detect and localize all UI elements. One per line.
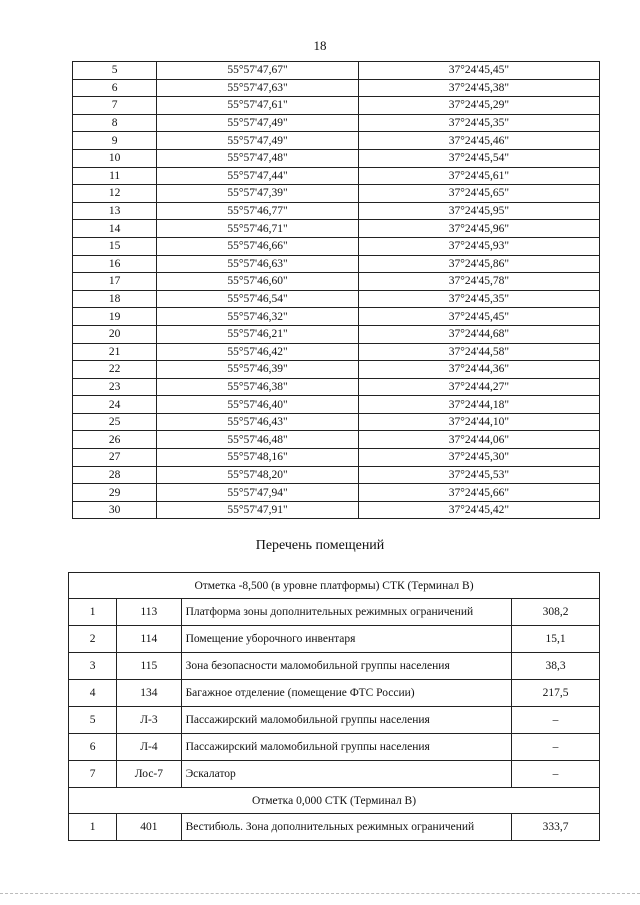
- latitude-cell: 55°57'46,38": [157, 378, 359, 396]
- latitude-cell: 55°57'47,44": [157, 167, 359, 185]
- room-area-cell: 38,3: [512, 653, 600, 680]
- rooms-section-header-row: [69, 788, 600, 814]
- rooms-section-header-row: [69, 573, 600, 599]
- latitude-cell: 55°57'47,49": [157, 114, 359, 132]
- point-number-cell: 24: [73, 396, 157, 414]
- latitude-cell: 55°57'46,32": [157, 308, 359, 326]
- latitude-cell: 55°57'47,67": [157, 62, 359, 80]
- room-row: [69, 761, 600, 788]
- coordinate-row: [73, 325, 600, 343]
- level-header: Отметка -8,500 (в уровне платформы) СТК (Терминал В): [69, 573, 600, 599]
- point-number-cell: 20: [73, 325, 157, 343]
- longitude-cell: 37°24'44,06": [358, 431, 599, 449]
- room-code-cell: Л-4: [117, 734, 181, 761]
- longitude-cell: 37°24'45,29": [358, 97, 599, 115]
- latitude-cell: 55°57'47,61": [157, 97, 359, 115]
- latitude-cell: 55°57'46,77": [157, 202, 359, 220]
- longitude-cell: 37°24'44,27": [358, 378, 599, 396]
- coordinate-row: [73, 255, 600, 273]
- point-number-cell: 13: [73, 202, 157, 220]
- longitude-cell: 37°24'45,93": [358, 237, 599, 255]
- latitude-cell: 55°57'46,42": [157, 343, 359, 361]
- coordinate-row: [73, 501, 600, 519]
- room-name-cell: Платформа зоны дополнительных режимных ограничений: [181, 599, 512, 626]
- room-area-cell: 333,7: [512, 814, 600, 841]
- point-number-cell: 11: [73, 167, 157, 185]
- latitude-cell: 55°57'46,60": [157, 273, 359, 291]
- longitude-cell: 37°24'44,58": [358, 343, 599, 361]
- longitude-cell: 37°24'45,53": [358, 466, 599, 484]
- longitude-cell: 37°24'45,45": [358, 308, 599, 326]
- latitude-cell: 55°57'47,39": [157, 185, 359, 203]
- room-index-cell: 5: [69, 707, 117, 734]
- room-name-cell: Эскалатор: [181, 761, 512, 788]
- room-index-cell: 6: [69, 734, 117, 761]
- room-area-cell: 308,2: [512, 599, 600, 626]
- coordinate-row: [73, 378, 600, 396]
- room-row: [69, 599, 600, 626]
- point-number-cell: 14: [73, 220, 157, 238]
- room-index-cell: 4: [69, 680, 117, 707]
- point-number-cell: 22: [73, 361, 157, 379]
- point-number-cell: 10: [73, 149, 157, 167]
- page-footer-divider: [0, 893, 640, 894]
- coordinate-row: [73, 290, 600, 308]
- room-name-cell: Пассажирский маломобильной группы населения: [181, 707, 512, 734]
- latitude-cell: 55°57'46,66": [157, 237, 359, 255]
- point-number-cell: 15: [73, 237, 157, 255]
- room-index-cell: 1: [69, 599, 117, 626]
- longitude-cell: 37°24'45,78": [358, 273, 599, 291]
- point-number-cell: 5: [73, 62, 157, 80]
- coordinate-row: [73, 79, 600, 97]
- rooms-section-title: Перечень помещений: [255, 538, 385, 553]
- latitude-cell: 55°57'47,91": [157, 501, 359, 519]
- coordinate-row: [73, 396, 600, 414]
- point-number-cell: 9: [73, 132, 157, 150]
- room-area-cell: 15,1: [512, 626, 600, 653]
- room-index-cell: 2: [69, 626, 117, 653]
- coordinate-row: [73, 149, 600, 167]
- coordinate-row: [73, 114, 600, 132]
- longitude-cell: 37°24'45,42": [358, 501, 599, 519]
- coordinate-row: [73, 202, 600, 220]
- coordinate-row: [73, 361, 600, 379]
- room-row: [69, 626, 600, 653]
- level-header: Отметка 0,000 СТК (Терминал В): [69, 788, 600, 814]
- coordinate-row: [73, 167, 600, 185]
- point-number-cell: 19: [73, 308, 157, 326]
- point-number-cell: 18: [73, 290, 157, 308]
- latitude-cell: 55°57'46,63": [157, 255, 359, 273]
- latitude-cell: 55°57'48,16": [157, 449, 359, 467]
- room-name-cell: Багажное отделение (помещение ФТС России): [181, 680, 512, 707]
- longitude-cell: 37°24'45,65": [358, 185, 599, 203]
- room-name-cell: Вестибюль. Зона дополнительных режимных ограничений: [181, 814, 512, 841]
- point-number-cell: 7: [73, 97, 157, 115]
- longitude-cell: 37°24'44,18": [358, 396, 599, 414]
- coordinate-row: [73, 237, 600, 255]
- room-name-cell: Зона безопасности маломобильной группы населения: [181, 653, 512, 680]
- point-number-cell: 26: [73, 431, 157, 449]
- point-number-cell: 27: [73, 449, 157, 467]
- coordinate-row: [73, 466, 600, 484]
- coordinate-row: [73, 97, 600, 115]
- room-row: [69, 734, 600, 761]
- point-number-cell: 16: [73, 255, 157, 273]
- point-number-cell: 30: [73, 501, 157, 519]
- coordinate-row: [73, 449, 600, 467]
- room-code-cell: Лос-7: [117, 761, 181, 788]
- point-number-cell: 8: [73, 114, 157, 132]
- point-number-cell: 23: [73, 378, 157, 396]
- point-number-cell: 28: [73, 466, 157, 484]
- point-number-cell: 21: [73, 343, 157, 361]
- longitude-cell: 37°24'45,54": [358, 149, 599, 167]
- room-row: [69, 680, 600, 707]
- longitude-cell: 37°24'45,66": [358, 484, 599, 502]
- coordinates-table: [72, 61, 600, 519]
- rooms-table-body: [69, 573, 600, 841]
- latitude-cell: 55°57'46,71": [157, 220, 359, 238]
- room-code-cell: 134: [117, 680, 181, 707]
- coordinate-row: [73, 431, 600, 449]
- room-code-cell: 115: [117, 653, 181, 680]
- room-code-cell: Л-3: [117, 707, 181, 734]
- coordinate-row: [73, 220, 600, 238]
- longitude-cell: 37°24'45,30": [358, 449, 599, 467]
- page-number: 18: [313, 38, 327, 53]
- room-code-cell: 114: [117, 626, 181, 653]
- coordinate-row: [73, 484, 600, 502]
- longitude-cell: 37°24'45,61": [358, 167, 599, 185]
- point-number-cell: 6: [73, 79, 157, 97]
- coordinate-row: [73, 273, 600, 291]
- latitude-cell: 55°57'46,21": [157, 325, 359, 343]
- longitude-cell: 37°24'45,95": [358, 202, 599, 220]
- point-number-cell: 29: [73, 484, 157, 502]
- longitude-cell: 37°24'45,45": [358, 62, 599, 80]
- coordinate-row: [73, 308, 600, 326]
- room-row: [69, 653, 600, 680]
- room-area-cell: –: [512, 707, 600, 734]
- longitude-cell: 37°24'45,96": [358, 220, 599, 238]
- room-name-cell: Помещение уборочного инвентаря: [181, 626, 512, 653]
- room-index-cell: 1: [69, 814, 117, 841]
- coordinate-row: [73, 413, 600, 431]
- point-number-cell: 25: [73, 413, 157, 431]
- longitude-cell: 37°24'44,10": [358, 413, 599, 431]
- coordinate-row: [73, 343, 600, 361]
- room-area-cell: 217,5: [512, 680, 600, 707]
- room-code-cell: 401: [117, 814, 181, 841]
- longitude-cell: 37°24'44,68": [358, 325, 599, 343]
- point-number-cell: 17: [73, 273, 157, 291]
- longitude-cell: 37°24'44,36": [358, 361, 599, 379]
- room-row: [69, 707, 600, 734]
- room-code-cell: 113: [117, 599, 181, 626]
- rooms-table: [68, 572, 600, 841]
- longitude-cell: 37°24'45,38": [358, 79, 599, 97]
- longitude-cell: 37°24'45,46": [358, 132, 599, 150]
- room-area-cell: –: [512, 761, 600, 788]
- latitude-cell: 55°57'47,94": [157, 484, 359, 502]
- latitude-cell: 55°57'46,54": [157, 290, 359, 308]
- room-name-cell: Пассажирский маломобильной группы населения: [181, 734, 512, 761]
- room-row: [69, 814, 600, 841]
- latitude-cell: 55°57'46,40": [157, 396, 359, 414]
- latitude-cell: 55°57'47,48": [157, 149, 359, 167]
- longitude-cell: 37°24'45,35": [358, 114, 599, 132]
- longitude-cell: 37°24'45,35": [358, 290, 599, 308]
- longitude-cell: 37°24'45,86": [358, 255, 599, 273]
- latitude-cell: 55°57'47,63": [157, 79, 359, 97]
- latitude-cell: 55°57'46,48": [157, 431, 359, 449]
- room-index-cell: 3: [69, 653, 117, 680]
- coordinate-row: [73, 132, 600, 150]
- latitude-cell: 55°57'47,49": [157, 132, 359, 150]
- latitude-cell: 55°57'48,20": [157, 466, 359, 484]
- coordinates-table-body: [73, 62, 600, 519]
- latitude-cell: 55°57'46,43": [157, 413, 359, 431]
- latitude-cell: 55°57'46,39": [157, 361, 359, 379]
- room-index-cell: 7: [69, 761, 117, 788]
- room-area-cell: –: [512, 734, 600, 761]
- point-number-cell: 12: [73, 185, 157, 203]
- coordinate-row: [73, 62, 600, 80]
- coordinate-row: [73, 185, 600, 203]
